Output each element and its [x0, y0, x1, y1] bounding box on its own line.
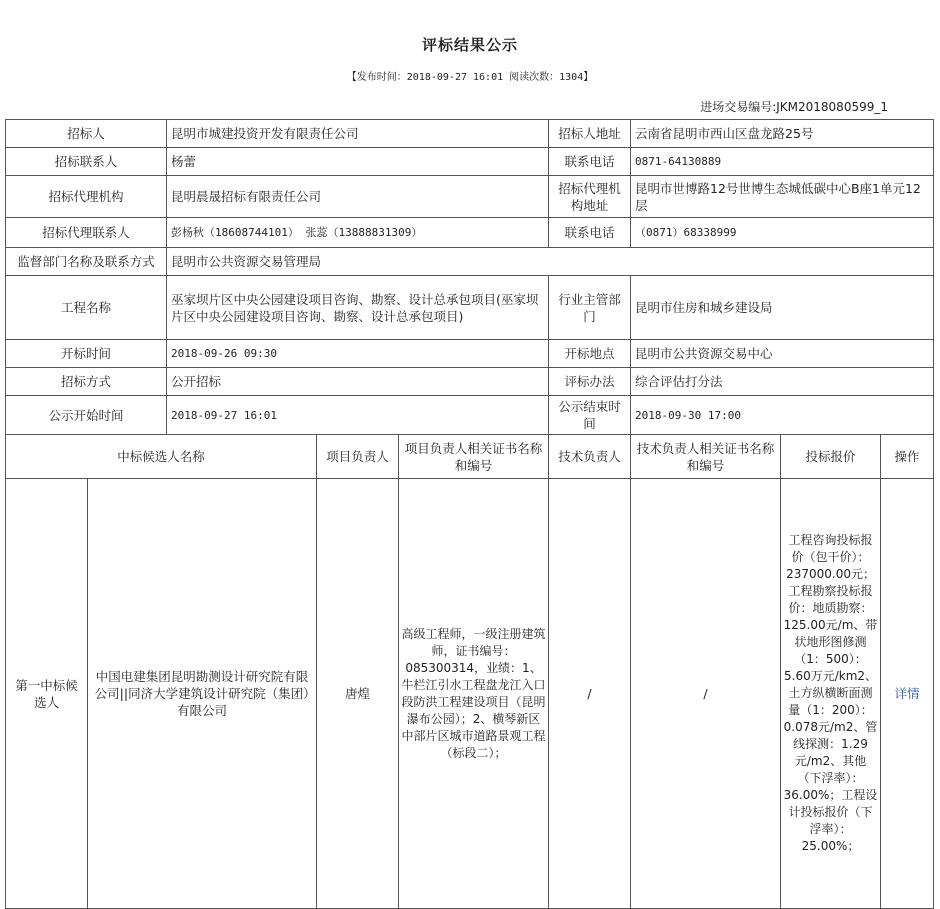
header-action: 操作: [881, 435, 934, 479]
tenderer-addr-value: 云南省昆明市西山区盘龙路25号: [631, 120, 934, 148]
method-label: 招标方式: [6, 368, 167, 396]
candidate-rank: 第一中标候选人: [6, 479, 88, 909]
tenderer-addr-label: 招标人地址: [549, 120, 631, 148]
eval-label: 评标办法: [549, 368, 631, 396]
header-tech-cert: 技术负责人相关证书名称和编号: [631, 435, 781, 479]
header-pm: 项目负责人: [317, 435, 399, 479]
phone-label: 联系电话: [549, 148, 631, 176]
agency-value: 昆明晨晟招标有限责任公司: [167, 176, 549, 218]
project-value: 巫家坝片区中央公园建设项目咨询、勘察、设计总承包项目(巫家坝片区中央公园建设项目咨询、勘察、设计总承包项目): [167, 276, 549, 340]
trade-code: 进场交易编号:JKM2018080599_1: [700, 100, 888, 114]
contact-value: 杨蕾: [167, 148, 549, 176]
agency-phone-value: （0871）68338999: [631, 218, 934, 248]
pub-start-label: 公示开始时间: [6, 396, 167, 435]
agency-label: 招标代理机构: [6, 176, 167, 218]
publish-meta: 【发布时间：2018-09-27 16:01 阅读次数：1304】: [346, 72, 594, 83]
candidate-price: 工程咨询投标报价（包干价）：237000.00元；工程勘察投标报价：地质勘察：125.00元/m、带状地形图修测（1：500）：5.60万元/km2、土方纵横断面测量（1：200）：0.078元/m2、管线探测：1.29元/m2、其他（下浮率）：36.00%；工程设计投标报价（下浮率）：25.00%；: [781, 479, 881, 909]
candidate-tech-cert: /: [631, 479, 781, 909]
open-place-value: 昆明市公共资源交易中心: [631, 340, 934, 368]
eval-value: 综合评估打分法: [631, 368, 934, 396]
agency-contact-label: 招标代理联系人: [6, 218, 167, 248]
details-link[interactable]: 详情: [881, 479, 934, 909]
header-candidate-name: 中标候选人名称: [6, 435, 317, 479]
candidate-pm-cert: 高级工程师，一级注册建筑师，证书编号：085300314，业绩：1、牛栏江引水工程盘龙江入口段防洪工程建设项目（昆明瀑布公园）；2、横琴新区中部片区城市道路景观工程（标段二）；: [399, 479, 549, 909]
supervisor-label: 监督部门名称及联系方式: [6, 248, 167, 276]
tenderer-value: 昆明市城建投资开发有限责任公司: [167, 120, 549, 148]
candidate-name: 中国电建集团昆明勘测设计研究院有限公司||同济大学建筑设计研究院（集团）有限公司: [88, 479, 317, 909]
candidate-tech: /: [549, 479, 631, 909]
agency-addr-label: 招标代理机构地址: [549, 176, 631, 218]
table-row: [6, 479, 934, 909]
header-tech: 技术负责人: [549, 435, 631, 479]
contact-label: 招标联系人: [6, 148, 167, 176]
agency-addr-value: 昆明市世博路12号世博生态城低碳中心B座1单元12层: [631, 176, 934, 218]
dept-label: 行业主管部门: [549, 276, 631, 340]
candidate-pm: 唐煌: [317, 479, 399, 909]
method-value: 公开招标: [167, 368, 549, 396]
open-time-label: 开标时间: [6, 340, 167, 368]
pub-end-value: 2018-09-30 17:00: [631, 396, 934, 435]
open-place-label: 开标地点: [549, 340, 631, 368]
agency-phone-label: 联系电话: [549, 218, 631, 248]
result-table: [5, 119, 934, 909]
tenderer-label: 招标人: [6, 120, 167, 148]
supervisor-value: 昆明市公共资源交易管理局: [167, 248, 934, 276]
pub-start-value: 2018-09-27 16:01: [167, 396, 549, 435]
dept-value: 昆明市住房和城乡建设局: [631, 276, 934, 340]
agency-contact-value: 彭杨秋（18608744101） 张蕊（13888831309）: [167, 218, 549, 248]
phone-value: 0871-64130889: [631, 148, 934, 176]
project-label: 工程名称: [6, 276, 167, 340]
open-time-value: 2018-09-26 09:30: [167, 340, 549, 368]
page-title: 评标结果公示: [421, 36, 518, 54]
header-price: 投标报价: [781, 435, 881, 479]
pub-end-label: 公示结束时间: [549, 396, 631, 435]
header-pm-cert: 项目负责人相关证书名称和编号: [399, 435, 549, 479]
